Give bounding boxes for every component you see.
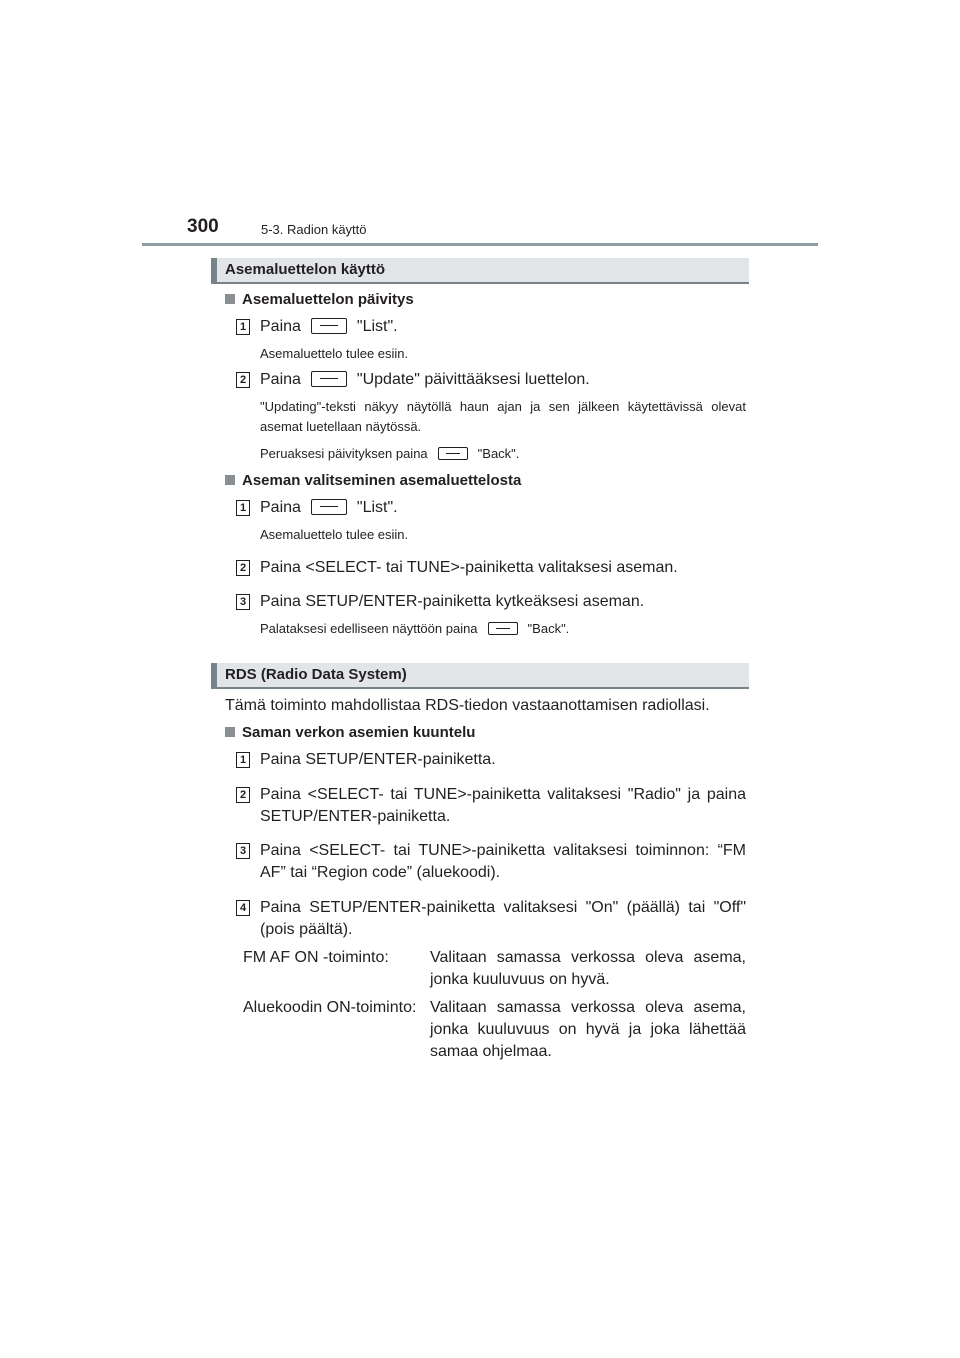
step-note: Asemaluettelo tulee esiin. xyxy=(260,346,409,361)
note-text-pre: Peruaksesi päivityksen paina xyxy=(260,446,428,461)
note-text-post: "Back". xyxy=(477,446,520,461)
step-note xyxy=(260,619,746,639)
header-rule xyxy=(142,243,818,246)
definition-term: Aluekoodin ON-toiminto: xyxy=(243,999,417,1016)
step-number: 1 xyxy=(236,500,250,516)
step-note xyxy=(260,444,746,464)
section-title-rds: RDS (Radio Data System) xyxy=(211,663,749,689)
step-text-pre: Paina xyxy=(260,371,301,388)
step-number: 4 xyxy=(236,900,250,916)
step-text xyxy=(260,369,746,391)
step-number: 2 xyxy=(236,560,250,576)
bullet-square-icon xyxy=(225,475,235,485)
subsection-title-text: Aseman valitseminen asemaluettelosta xyxy=(242,472,522,489)
step-text xyxy=(260,497,746,519)
step-text: Paina SETUP/ENTER-painiketta. xyxy=(260,751,496,768)
subsection-title-text: Saman verkon asemien kuuntelu xyxy=(242,724,476,741)
subsection-title-select xyxy=(225,472,521,489)
step-text: Paina <SELECT- tai TUNE>-painiketta valitaksesi "Radio" ja paina SETUP/ENTER-painiketta. xyxy=(260,786,746,825)
section-header: 5-3. Radion käyttö xyxy=(261,222,367,237)
step-text: Paina SETUP/ENTER-painiketta kytkeäksesi aseman. xyxy=(260,593,645,610)
subsection-title-text: Asemaluettelon päivitys xyxy=(242,291,414,308)
step-number: 3 xyxy=(236,843,250,859)
note-text-pre: Palataksesi edelliseen näyttöön paina xyxy=(260,621,478,636)
subsection-title-same-network xyxy=(225,724,475,741)
step-note: Asemaluettelo tulee esiin. xyxy=(260,527,409,542)
step-number: 1 xyxy=(236,319,250,335)
button-icon xyxy=(488,622,518,635)
step-text-post: "Update" päivittääksesi luettelon. xyxy=(356,371,590,388)
step-text-pre: Paina xyxy=(260,318,301,335)
definition-description: Valitaan samassa verkossa oleva asema, jonka kuuluvuus on hyvä ja joka lähettää samaa ohjelmaa. xyxy=(430,999,746,1060)
step-text-post: "List". xyxy=(356,499,398,516)
step-text: Paina <SELECT- tai TUNE>-painiketta valitaksesi toiminnon: “FM AF” tai “Region code” (aluekoodi). xyxy=(260,842,746,881)
step-number: 2 xyxy=(236,372,250,388)
step-text xyxy=(260,316,746,338)
step-number: 1 xyxy=(236,752,250,768)
section-intro: Tämä toiminto mahdollistaa RDS-tiedon vastaanottamisen radiollasi. xyxy=(225,697,710,714)
step-number: 3 xyxy=(236,594,250,610)
subsection-title-update xyxy=(225,291,414,308)
button-icon xyxy=(438,447,468,460)
step-text-pre: Paina xyxy=(260,499,301,516)
definition-description: Valitaan samassa verkossa oleva asema, jonka kuuluvuus on hyvä. xyxy=(430,949,746,988)
note-text-post: "Back". xyxy=(527,621,570,636)
step-text: Paina SETUP/ENTER-painiketta valitaksesi "On" (päällä) tai "Off" (pois päältä). xyxy=(260,899,746,938)
step-number: 2 xyxy=(236,787,250,803)
section-title-station-list: Asemaluettelon käyttö xyxy=(211,258,749,284)
button-icon xyxy=(311,318,347,334)
definition-term: FM AF ON -toiminto: xyxy=(243,949,389,966)
button-icon xyxy=(311,499,347,515)
bullet-square-icon xyxy=(225,294,235,304)
page-number: 300 xyxy=(187,216,219,237)
bullet-square-icon xyxy=(225,727,235,737)
step-text: Paina <SELECT- tai TUNE>-painiketta valitaksesi aseman. xyxy=(260,559,678,576)
step-text-post: "List". xyxy=(356,318,398,335)
button-icon xyxy=(311,371,347,387)
step-note: "Updating"-teksti näkyy näytöllä haun ajan ja sen jälkeen käytettävissä olevat asemat luetellaan näytössä. xyxy=(260,399,746,434)
